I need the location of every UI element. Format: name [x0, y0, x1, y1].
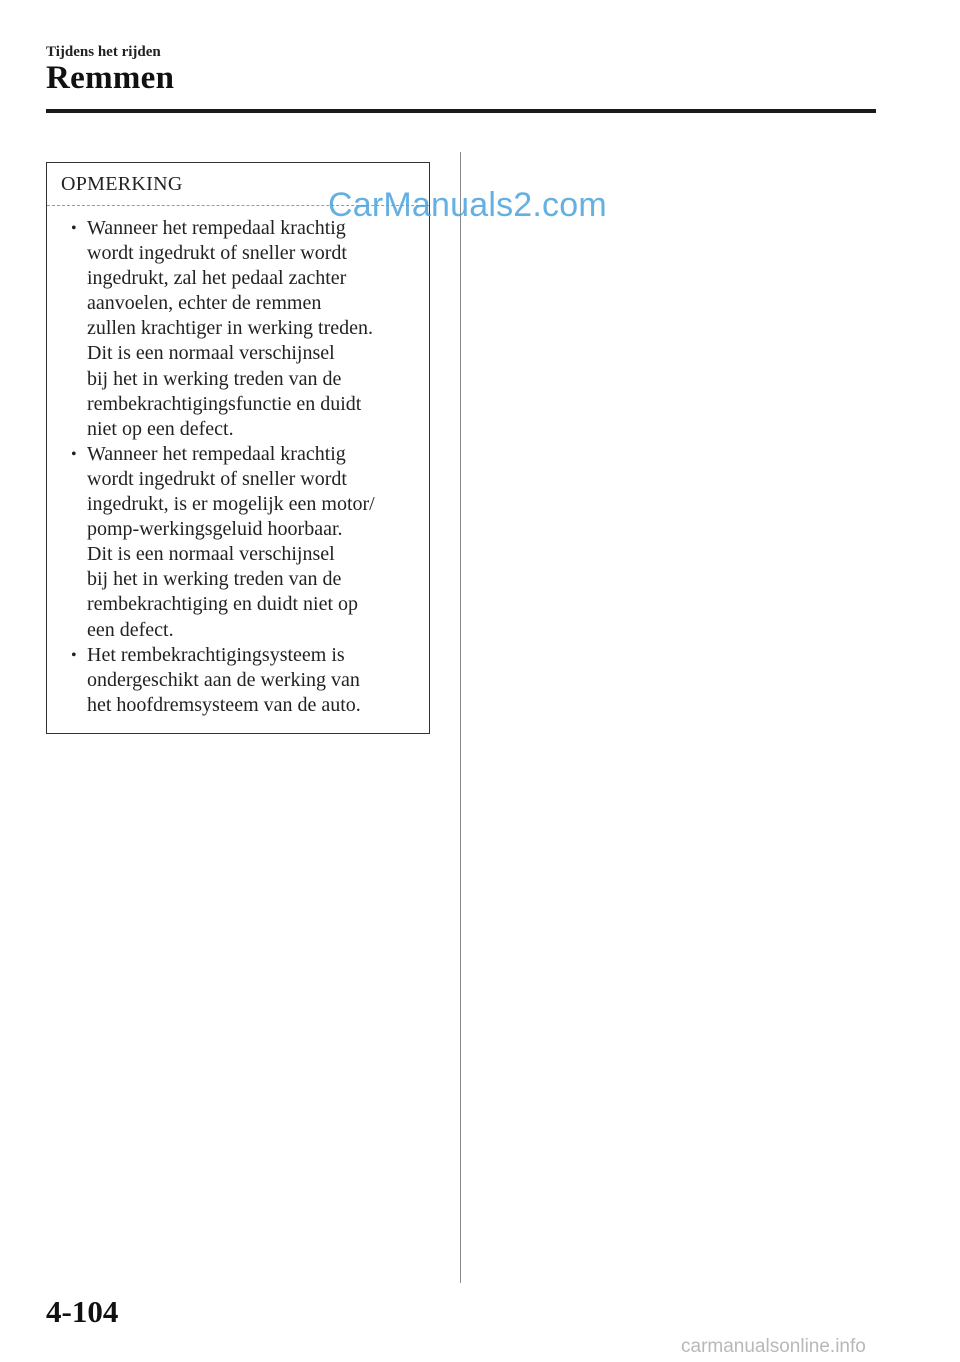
note-line: Wanneer het rempedaal krachtig — [87, 217, 346, 239]
note-line: bij het in werking treden van de — [87, 367, 342, 390]
note-item — [47, 442, 429, 643]
note-line: rembekrachtigingsfunctie en duidt — [87, 392, 362, 415]
note-line: ondergeschikt aan de werking van — [87, 668, 360, 691]
note-line: wordt ingedrukt of sneller wordt — [87, 242, 347, 265]
note-item — [47, 643, 429, 718]
note-title: OPMERKING — [61, 173, 183, 195]
note-line: wordt ingedrukt of sneller wordt — [87, 467, 347, 490]
note-line: Dit is een normaal verschijnsel — [87, 543, 335, 566]
page-number: 4-104 — [46, 1294, 119, 1329]
page-title: Remmen — [46, 60, 175, 96]
note-line: niet op een defect. — [87, 417, 234, 440]
bullet-icon: • — [71, 445, 77, 463]
note-line: pomp-werkingsgeluid hoorbaar. — [87, 518, 343, 541]
note-line: een defect. — [87, 618, 174, 641]
note-item — [47, 216, 429, 442]
header-rule — [46, 109, 876, 113]
note-line: ingedrukt, zal het pedaal zachter — [87, 267, 347, 290]
watermark-link[interactable]: CarManuals2.com — [328, 186, 607, 224]
footer-site-link[interactable]: carmanualsonline.info — [681, 1336, 866, 1357]
note-line: Dit is een normaal verschijnsel — [87, 342, 335, 365]
note-box — [46, 162, 430, 734]
note-line: Wanneer het rempedaal krachtig — [87, 442, 346, 465]
note-list — [47, 216, 429, 718]
bullet-icon: • — [71, 220, 77, 237]
note-line: zullen krachtiger in werking treden. — [87, 317, 373, 340]
bullet-icon: • — [71, 646, 77, 664]
note-line: aanvoelen, echter de remmen — [87, 292, 322, 315]
note-line: ingedrukt, is er mogelijk een motor/ — [87, 493, 375, 516]
note-line: bij het in werking treden van de — [87, 568, 342, 591]
note-line: rembekrachtiging en duidt niet op — [87, 593, 359, 616]
note-line: het hoofdremsysteem van de auto. — [87, 693, 361, 716]
note-line: Het rembekrachtigingsysteem is — [87, 643, 345, 666]
section-label: Tijdens het rijden — [46, 44, 161, 60]
column-divider — [460, 152, 461, 1283]
